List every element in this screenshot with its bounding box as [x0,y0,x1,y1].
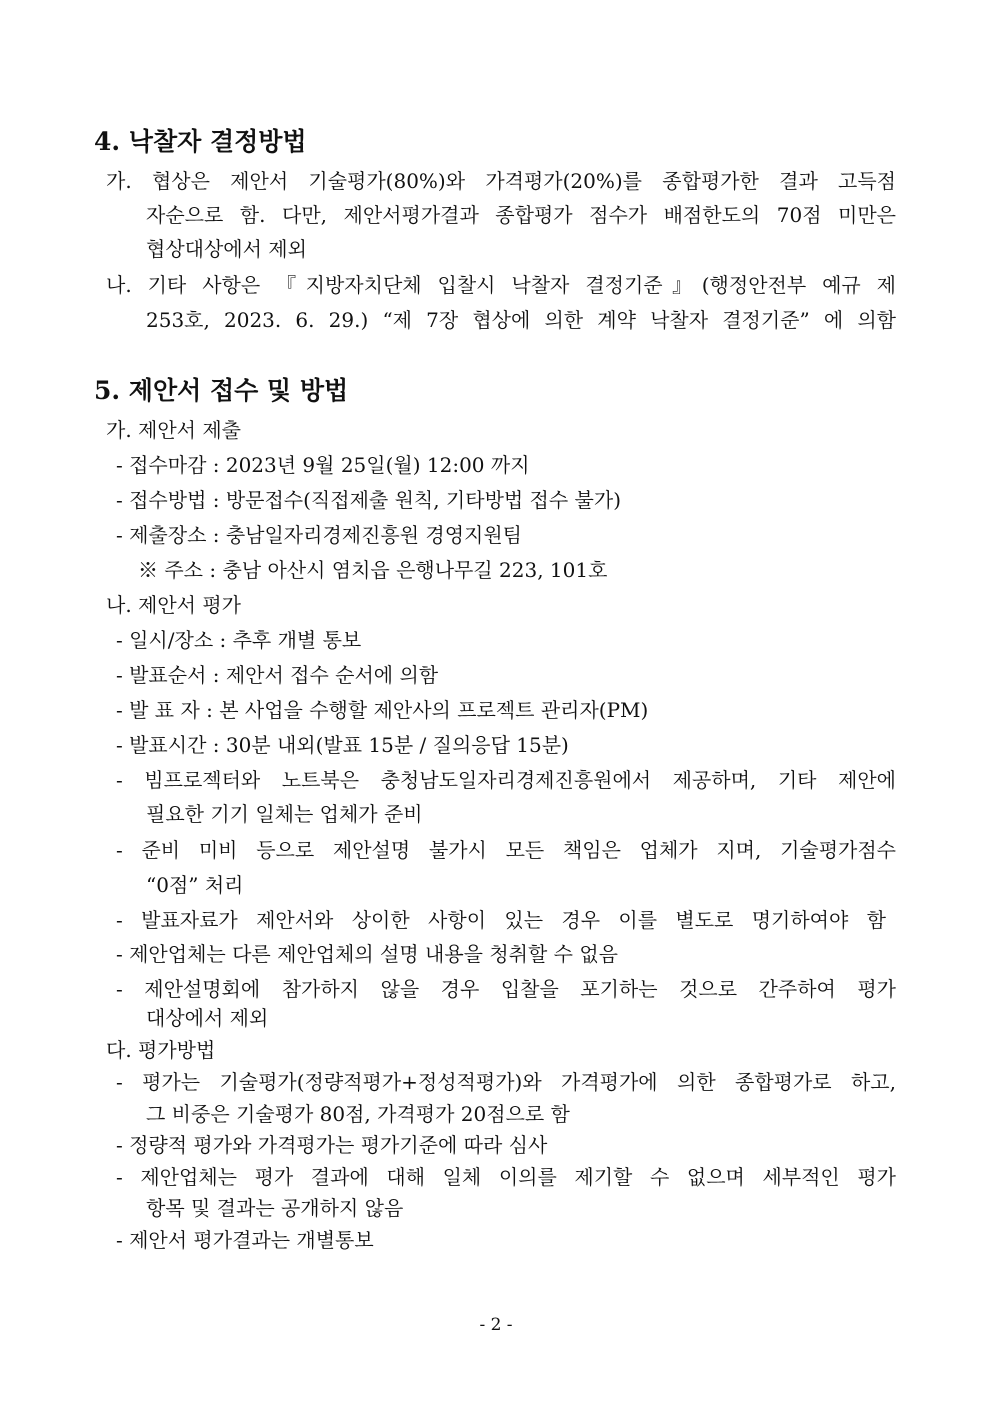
subsection-da-title: 다. 평가방법 [106,1038,216,1062]
subsection-na-title: 나. 제안서 평가 [106,593,241,617]
list-item-cont: “0점” 처리 [146,873,244,897]
section-4-heading: 4. 낙찰자 결정방법 [94,127,307,156]
page-number: - 2 - [479,1315,513,1335]
section-5-heading: 5. 제안서 접수 및 방법 [94,376,349,405]
list-item: - 제안업체는 평가 결과에 대해 일체 이의를 제기할 수 없으며 세부적인 평가 [116,1165,896,1189]
list-item: - 제안설명회에 참가하지 않을 경우 입찰을 포기하는 것으로 간주하여 평가 [116,977,896,1001]
list-item: - 제안업체는 다른 제안업체의 설명 내용을 청취할 수 없음 [116,942,618,966]
list-item: - 제출장소 : 충남일자리경제진흥원 경영지원팀 [116,523,523,547]
list-item-cont: 그 비중은 기술평가 80점, 가격평가 20점으로 함 [146,1102,570,1126]
list-item: - 준비 미비 등으로 제안설명 불가시 모든 책임은 업체가 지며, 기술평가점수 [116,838,896,862]
list-item: - 발 표 자 : 본 사업을 수행할 제안사의 프로젝트 관리자(PM) [116,698,649,722]
list-item-cont: 필요한 기기 일체는 업체가 준비 [146,802,423,826]
address-note: ※ 주소 : 충남 아산시 염치읍 은행나무길 223, 101호 [138,558,608,582]
list-item: - 빔프로젝터와 노트북은 충청남도일자리경제진흥원에서 제공하며, 기타 제안에 [116,768,896,792]
section-4-item-na-cont: 253호, 2023. 6. 29.) “제 7장 협상에 의한 계약 낙찰자 결정기준” 에 의함 [146,308,896,332]
list-item-cont: 항목 및 결과는 공개하지 않음 [146,1196,404,1220]
section-4-item-ga: 가. 협상은 제안서 기술평가(80%)와 가격평가(20%)를 종합평가한 결과 고득점 [106,169,896,193]
subsection-ga-title: 가. 제안서 제출 [106,418,241,442]
list-item-cont: 대상에서 제외 [146,1006,269,1030]
list-item: - 정량적 평가와 가격평가는 평가기준에 따라 심사 [116,1133,548,1157]
section-4-item-na: 나. 기타 사항은 『지방자치단체 입찰시 낙찰자 결정기준』(행정안전부 예규 제 [106,273,896,297]
list-item: - 발표시간 : 30분 내외(발표 15분 / 질의응답 15분) [116,733,569,757]
list-item: - 발표자료가 제안서와 상이한 사항이 있는 경우 이를 별도로 명기하여야 함 [116,908,886,932]
list-item: - 발표순서 : 제안서 접수 순서에 의함 [116,663,439,687]
section-4-item-ga-cont-2: 협상대상에서 제외 [146,237,307,261]
list-item: - 제안서 평가결과는 개별통보 [116,1228,374,1252]
list-item: - 접수마감 : 2023년 9월 25일(월) 12:00 까지 [116,453,530,477]
list-item: - 접수방법 : 방문접수(직접제출 원칙, 기타방법 접수 불가) [116,488,622,512]
section-4-item-ga-cont-1: 자순으로 함. 다만, 제안서평가결과 종합평가 점수가 배점한도의 70점 미만은 [146,203,896,227]
list-item: - 일시/장소 : 추후 개별 통보 [116,628,362,652]
list-item: - 평가는 기술평가(정량적평가+정성적평가)와 가격평가에 의한 종합평가로 하고, [116,1070,896,1094]
